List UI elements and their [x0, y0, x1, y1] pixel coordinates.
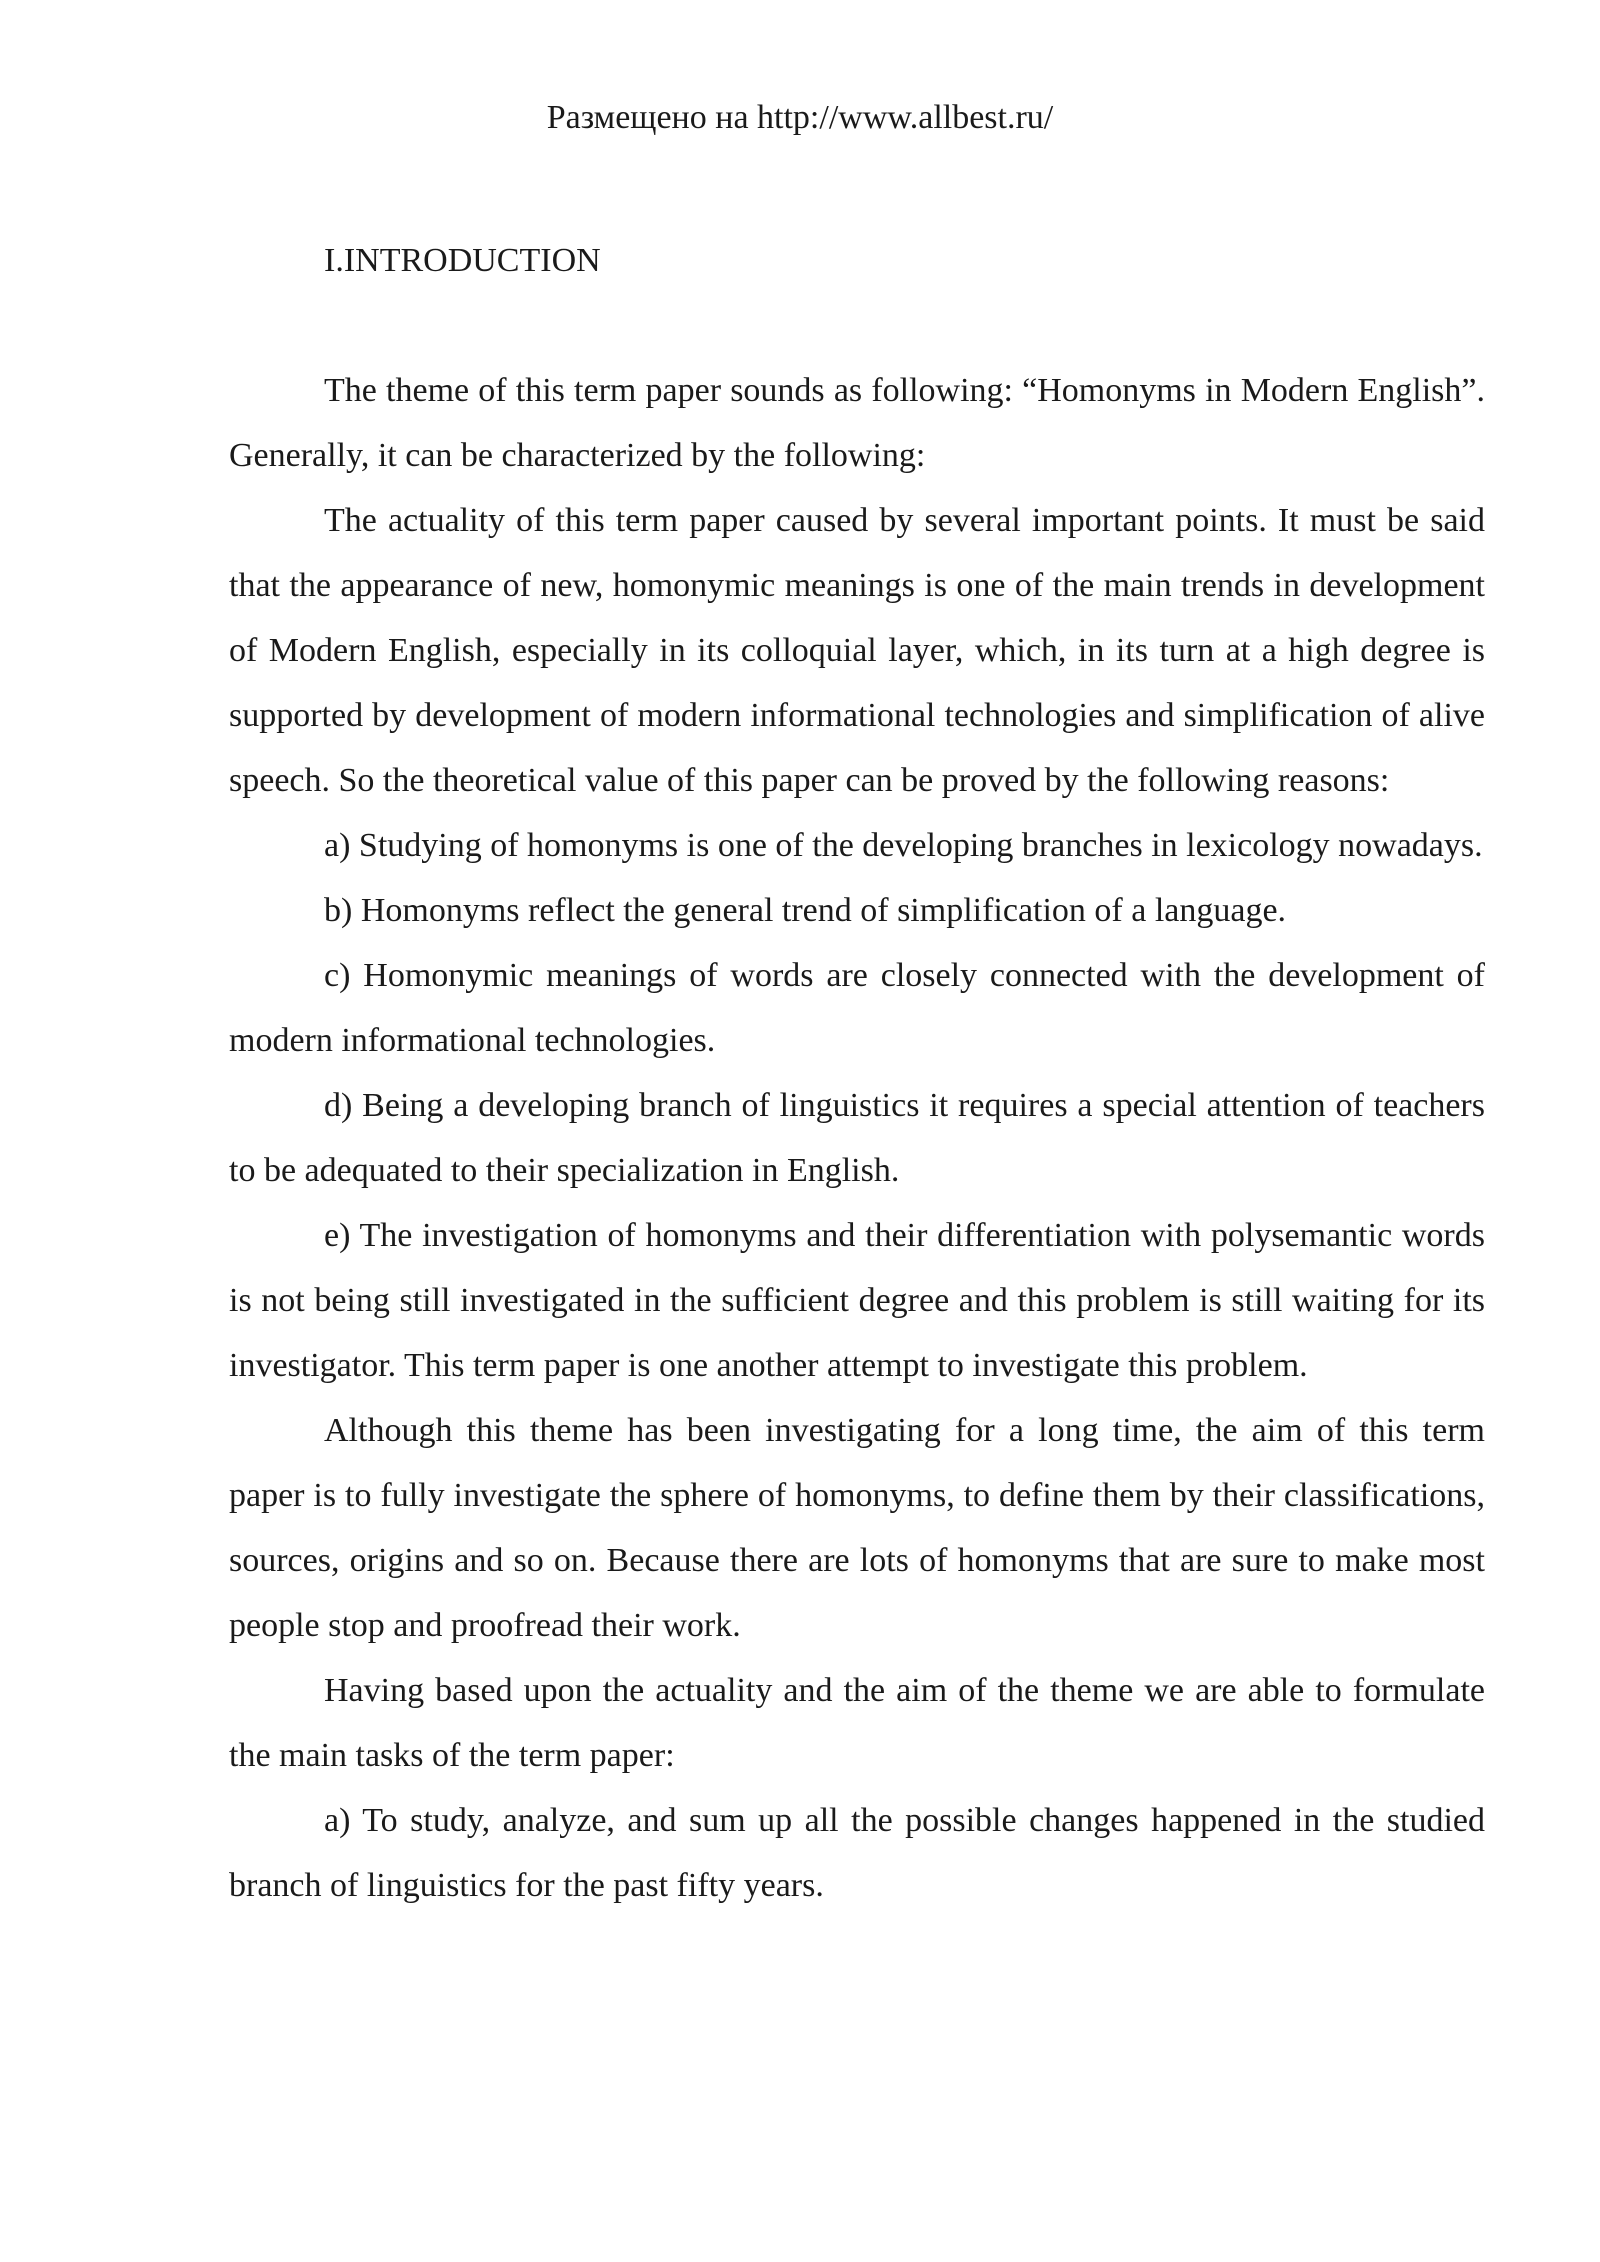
paragraph-aim: Although this theme has been investigating for a long time, the aim of this term paper is to fully investigate the sphere of homonyms, to define them by their classifications, sources, origins and so on. Because there are lots of homonyms that are sure to make most people stop and proofread their work. [229, 1412, 1485, 1644]
document-body [229, 228, 1485, 1918]
list-item-b: b) Homonyms reflect the general trend of simplification of a language. [324, 892, 1287, 929]
list-item-d: d) Being a developing branch of linguistics it requires a special attention of teachers to be adequated to their specialization in English. [229, 1087, 1485, 1189]
list-item-c: c) Homonymic meanings of words are closely connected with the development of modern informational technologies. [229, 957, 1485, 1059]
section-heading: I.INTRODUCTION [324, 242, 601, 279]
paragraph-actuality: The actuality of this term paper caused by several important points. It must be said that the appearance of new, homonymic meanings is one of the main trends in development of Modern English, especially in its colloquial layer, which, in its turn at a high degree is supported by development of modern informational technologies and simplification of alive speech. So the theoretical value of this paper can be proved by the following reasons: [229, 502, 1485, 799]
list-item-a: a) Studying of homonyms is one of the developing branches in lexicology nowadays. [324, 827, 1483, 864]
list-item-e: e) The investigation of homonyms and their differentiation with polysemantic words is not being still investigated in the sufficient degree and this problem is still waiting for its investigator. This term paper is one another attempt to investigate this problem. [229, 1217, 1485, 1384]
page-header: Размещено на http://www.allbest.ru/ [546, 99, 1054, 136]
paragraph-theme: The theme of this term paper sounds as following: “Homonyms in Modern English”. Generally, it can be characterized by the following: [229, 372, 1485, 474]
paragraph-tasks: Having based upon the actuality and the aim of the theme we are able to formulate the main tasks of the term paper: [229, 1672, 1485, 1774]
task-item-a: a) To study, analyze, and sum up all the possible changes happened in the studied branch of linguistics for the past fifty years. [229, 1802, 1485, 1904]
